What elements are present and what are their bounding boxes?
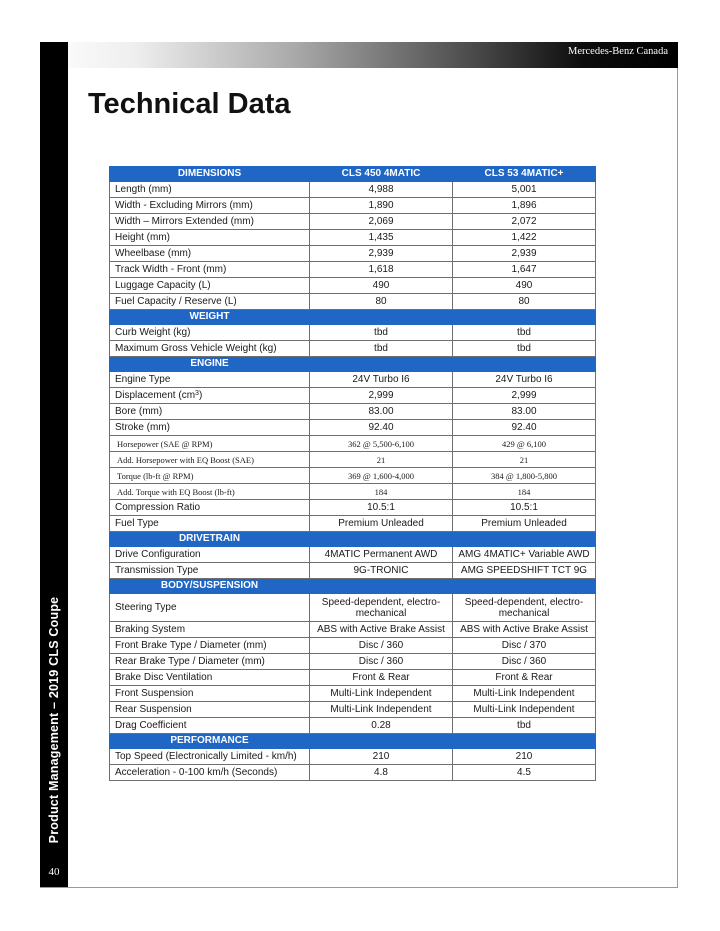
section-spacer <box>310 310 453 325</box>
spec-value-cls450: 21 <box>310 452 453 468</box>
section-spacer <box>310 532 453 547</box>
spec-value-cls450: 4,988 <box>310 182 453 198</box>
table-row <box>110 246 596 262</box>
spec-value-cls53: ABS with Active Brake Assist <box>453 622 596 638</box>
spec-value-cls450: 92.40 <box>310 420 453 436</box>
technical-data-table <box>109 166 596 781</box>
table-row <box>110 702 596 718</box>
section-header-engine <box>110 357 596 372</box>
spec-value-cls53: 10.5:1 <box>453 500 596 516</box>
spec-label: Fuel Capacity / Reserve (L) <box>110 294 310 310</box>
spec-value-cls450: 4MATIC Permanent AWD <box>310 547 453 563</box>
spec-label: Stroke (mm) <box>110 420 310 436</box>
spec-label: Torque (lb-ft @ RPM) <box>110 468 310 484</box>
spec-value-cls53: 5,001 <box>453 182 596 198</box>
spec-value-cls53: Disc / 370 <box>453 638 596 654</box>
spec-value-cls53: tbd <box>453 341 596 357</box>
table-row <box>110 563 596 579</box>
spec-value-cls450: 369 @ 1,600-4,000 <box>310 468 453 484</box>
section-spacer <box>310 579 453 594</box>
spec-value-cls53: Premium Unleaded <box>453 516 596 532</box>
spec-value-cls53: 24V Turbo I6 <box>453 372 596 388</box>
column-header-cls450: CLS 450 4MATIC <box>310 167 453 182</box>
section-label: PERFORMANCE <box>110 734 310 749</box>
spec-label: Luggage Capacity (L) <box>110 278 310 294</box>
spec-value-cls53: Disc / 360 <box>453 654 596 670</box>
spec-label: Curb Weight (kg) <box>110 325 310 341</box>
spec-label: Fuel Type <box>110 516 310 532</box>
spec-value-cls450: 1,890 <box>310 198 453 214</box>
spec-value-cls450: 210 <box>310 749 453 765</box>
spec-value-cls450: 9G-TRONIC <box>310 563 453 579</box>
spec-value-cls450: 2,939 <box>310 246 453 262</box>
spec-label <box>110 388 310 404</box>
spec-label: Front Suspension <box>110 686 310 702</box>
spec-label: Add. Torque with EQ Boost (lb-ft) <box>110 484 310 500</box>
spec-label: Drive Configuration <box>110 547 310 563</box>
section-spacer <box>310 734 453 749</box>
table-header-row <box>110 167 596 182</box>
spec-label: Length (mm) <box>110 182 310 198</box>
spec-value-cls450: 362 @ 5,500-6,100 <box>310 436 453 452</box>
spec-label: Compression Ratio <box>110 500 310 516</box>
spec-value-cls53: Multi-Link Independent <box>453 702 596 718</box>
table-row <box>110 500 596 516</box>
spec-label: Top Speed (Electronically Limited - km/h) <box>110 749 310 765</box>
spec-label: Rear Brake Type / Diameter (mm) <box>110 654 310 670</box>
spec-value-cls53: 1,896 <box>453 198 596 214</box>
spec-value-cls450: 0.28 <box>310 718 453 734</box>
spec-value-cls53: tbd <box>453 325 596 341</box>
spec-label: Maximum Gross Vehicle Weight (kg) <box>110 341 310 357</box>
spec-value-cls450: 10.5:1 <box>310 500 453 516</box>
spec-value-cls53: 490 <box>453 278 596 294</box>
spec-value-cls450: Multi-Link Independent <box>310 702 453 718</box>
spec-label: Bore (mm) <box>110 404 310 420</box>
table-row <box>110 484 596 500</box>
spec-value-cls53: AMG 4MATIC+ Variable AWD <box>453 547 596 563</box>
section-spacer <box>453 734 596 749</box>
spec-label: Engine Type <box>110 372 310 388</box>
table-row <box>110 452 596 468</box>
spec-value-cls53: 4.5 <box>453 765 596 781</box>
table-row <box>110 341 596 357</box>
table-row <box>110 325 596 341</box>
spec-value-cls450: Speed-dependent, electro-mechanical <box>310 594 453 622</box>
table-row <box>110 638 596 654</box>
spec-label: Brake Disc Ventilation <box>110 670 310 686</box>
vertical-document-title: Product Management – 2019 CLS Coupe <box>47 596 61 844</box>
spec-label: Drag Coefficient <box>110 718 310 734</box>
spec-value-cls53: 384 @ 1,800-5,800 <box>453 468 596 484</box>
section-header-body-suspension <box>110 579 596 594</box>
spec-value-cls53: 80 <box>453 294 596 310</box>
spec-label: Braking System <box>110 622 310 638</box>
spec-value-cls450: Front & Rear <box>310 670 453 686</box>
table-row <box>110 686 596 702</box>
table-row <box>110 749 596 765</box>
spec-label: Add. Horsepower with EQ Boost (SAE) <box>110 452 310 468</box>
table-row <box>110 622 596 638</box>
spec-value-cls53: 92.40 <box>453 420 596 436</box>
page-title: Technical Data <box>88 88 291 120</box>
spec-value-cls450: tbd <box>310 325 453 341</box>
page-border-bottom <box>40 887 678 888</box>
section-header-weight <box>110 310 596 325</box>
spec-value-cls450: 2,069 <box>310 214 453 230</box>
spec-value-cls53: Speed-dependent, electro-mechanical <box>453 594 596 622</box>
spec-value-cls450: 83.00 <box>310 404 453 420</box>
spec-value-cls450: 4.8 <box>310 765 453 781</box>
spec-value-cls450: 184 <box>310 484 453 500</box>
spec-label: Front Brake Type / Diameter (mm) <box>110 638 310 654</box>
section-spacer <box>453 357 596 372</box>
spec-value-cls53: 83.00 <box>453 404 596 420</box>
table-row <box>110 594 596 622</box>
page-border-right <box>677 68 678 888</box>
table-row <box>110 214 596 230</box>
section-label: ENGINE <box>110 357 310 372</box>
spec-label: Transmission Type <box>110 563 310 579</box>
section-spacer <box>453 532 596 547</box>
spec-value-cls53: 184 <box>453 484 596 500</box>
table-row <box>110 516 596 532</box>
table-row <box>110 262 596 278</box>
spec-value-cls53: 2,999 <box>453 388 596 404</box>
spec-value-cls450: ABS with Active Brake Assist <box>310 622 453 638</box>
spec-value-cls450: 80 <box>310 294 453 310</box>
spec-label: Horsepower (SAE @ RPM) <box>110 436 310 452</box>
spec-value-cls53: 2,939 <box>453 246 596 262</box>
spec-value-cls53: 1,647 <box>453 262 596 278</box>
table-row <box>110 182 596 198</box>
spec-value-cls53: 1,422 <box>453 230 596 246</box>
table-row <box>110 198 596 214</box>
spec-value-cls53: 429 @ 6,100 <box>453 436 596 452</box>
table-row <box>110 294 596 310</box>
spec-value-cls450: 1,435 <box>310 230 453 246</box>
column-header-dimensions: DIMENSIONS <box>110 167 310 182</box>
table-row <box>110 404 596 420</box>
table-row <box>110 372 596 388</box>
table-row <box>110 547 596 563</box>
spec-label: Acceleration - 0-100 km/h (Seconds) <box>110 765 310 781</box>
column-header-cls53: CLS 53 4MATIC+ <box>453 167 596 182</box>
section-spacer <box>453 579 596 594</box>
displacement-label: Displacement (cm <box>115 389 196 401</box>
spec-value-cls450: 24V Turbo I6 <box>310 372 453 388</box>
spec-value-cls450: Disc / 360 <box>310 638 453 654</box>
table-row <box>110 230 596 246</box>
spec-value-cls53: Multi-Link Independent <box>453 686 596 702</box>
spec-label: Height (mm) <box>110 230 310 246</box>
table-row <box>110 278 596 294</box>
section-label: WEIGHT <box>110 310 310 325</box>
section-spacer <box>453 310 596 325</box>
spec-value-cls53: 21 <box>453 452 596 468</box>
spec-label: Width – Mirrors Extended (mm) <box>110 214 310 230</box>
spec-label: Width - Excluding Mirrors (mm) <box>110 198 310 214</box>
spec-value-cls450: Multi-Link Independent <box>310 686 453 702</box>
spec-value-cls450: Disc / 360 <box>310 654 453 670</box>
spec-label: Track Width - Front (mm) <box>110 262 310 278</box>
table-row <box>110 718 596 734</box>
spec-value-cls53: AMG SPEEDSHIFT TCT 9G <box>453 563 596 579</box>
spec-value-cls450: Premium Unleaded <box>310 516 453 532</box>
cubic-superscript: 3 <box>195 389 199 397</box>
table-row <box>110 670 596 686</box>
spec-value-cls450: tbd <box>310 341 453 357</box>
brand-label: Mercedes-Benz Canada <box>568 46 668 57</box>
spec-value-cls53: Front & Rear <box>453 670 596 686</box>
spec-value-cls450: 1,618 <box>310 262 453 278</box>
spec-value-cls53: tbd <box>453 718 596 734</box>
section-label: DRIVETRAIN <box>110 532 310 547</box>
spec-value-cls450: 2,999 <box>310 388 453 404</box>
table-row <box>110 420 596 436</box>
table-row <box>110 436 596 452</box>
spec-label: Wheelbase (mm) <box>110 246 310 262</box>
table-row <box>110 468 596 484</box>
spec-label: Rear Suspension <box>110 702 310 718</box>
table-row <box>110 765 596 781</box>
displacement-suffix: ) <box>198 389 203 401</box>
section-header-drivetrain <box>110 532 596 547</box>
table-row <box>110 654 596 670</box>
page-number: 40 <box>48 866 60 878</box>
spec-value-cls53: 2,072 <box>453 214 596 230</box>
spec-value-cls53: 210 <box>453 749 596 765</box>
section-header-performance <box>110 734 596 749</box>
section-label: BODY/SUSPENSION <box>110 579 310 594</box>
spec-label: Steering Type <box>110 594 310 622</box>
spec-value-cls450: 490 <box>310 278 453 294</box>
section-spacer <box>310 357 453 372</box>
table-row <box>110 388 596 404</box>
